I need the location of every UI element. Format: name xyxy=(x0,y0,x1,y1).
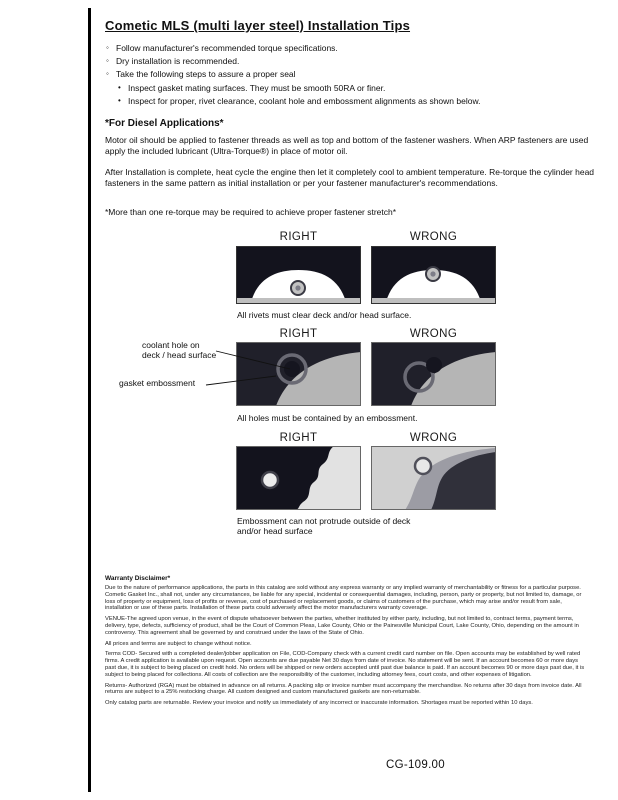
hole-wrong-diagram xyxy=(371,342,496,406)
right-label: RIGHT xyxy=(279,328,318,340)
sub-list-item-text: Inspect for proper, rivet clearance, coolant hole and embossment alignments as shown below. xyxy=(128,95,481,106)
sub-list-item-text: Inspect gasket mating surfaces. They must be smooth 50RA or finer. xyxy=(128,82,386,93)
installation-tips-list xyxy=(106,43,480,109)
right-label: RIGHT xyxy=(279,432,318,444)
row2-caption: All holes must be contained by an embossment. xyxy=(237,413,418,423)
left-margin-rule xyxy=(88,8,91,792)
page-title: Cometic MLS (multi layer steel) Installation Tips xyxy=(105,18,411,33)
row1-images xyxy=(236,246,496,304)
embossment-wrong-diagram xyxy=(371,446,496,510)
disclaimer-paragraph: Only catalog parts are returnable. Review your invoice and notify us immediately of any incorrect or inaccurate information. Shortages must be reported within 10 days. xyxy=(105,700,533,707)
disclaimer-paragraph: All prices and terms are subject to change without notice. xyxy=(105,640,252,647)
row1-headers xyxy=(236,231,496,243)
row1-caption: All rivets must clear deck and/or head surface. xyxy=(237,310,412,320)
diesel-paragraph-2: After Installation is complete, heat cycle the engine then let it completely cool to ambient temperature. Re-torque the cylinder head fasteners in the same pattern as initial installation or per your fastener manufacturer's recommendations. xyxy=(105,167,595,188)
disclaimer-paragraph: VENUE-The agreed upon venue, in the event of dispute whatsoever between the parties, whether instituted by either party, including, but not limited to, contract terms, payment terms, delivery, type, defects, sufficiency of product, shall be the Court of Common Pleas, Lake County, Ohio or the Painesville Municipal Court, Lake County, Ohio, depending on the amount in controversy. This agreement shall be governed by and construed under the laws of the State of Ohio. xyxy=(105,616,579,636)
open-bullet-icon xyxy=(106,56,116,66)
rivet-wrong-diagram xyxy=(371,246,496,304)
sub-list-item xyxy=(118,83,480,93)
row3-images xyxy=(236,446,496,510)
diesel-applications-heading: *For Diesel Applications* xyxy=(105,118,224,129)
coolant-hole-label xyxy=(142,341,216,360)
list-item xyxy=(106,43,480,53)
row3-caption xyxy=(237,516,410,536)
wrong-label: WRONG xyxy=(409,432,458,444)
disclaimer-paragraph: Due to the nature of performance applications, the parts in this catalog are sold without any express warranty or any implied warranty of merchantability or fitness for a particular purpose. Cometic Gasket Inc., shall not, under any circumstances, be liable for any special, incidental or consequential damages, including, person, party or property, but not limited to, damage, or loss of property or equipment, loss of profits or revenue, cost of purchased or replacement goods, or claims of customers of the purchase, which may arise and/or result from sale, installation or use of these parts. Installation of these parts could adversely affect the motor manufacturers warranty coverage. xyxy=(105,585,582,612)
list-item xyxy=(106,69,480,79)
diesel-paragraph-1: Motor oil should be applied to fastener threads as well as top and bottom of the fastener washers. When ARP fasteners are used apply the included lubricant (Ultra-Torque®) in place of motor oil. xyxy=(105,135,589,156)
retorque-note: *More than one re-torque may be required to achieve proper fastener stretch* xyxy=(105,207,397,217)
list-item-text: Dry installation is recommended. xyxy=(116,56,240,67)
row3-caption-line1: Embossment can not protrude outside of deck xyxy=(237,516,411,526)
right-label: RIGHT xyxy=(279,231,318,243)
list-item-text: Take the following steps to assure a proper seal xyxy=(116,69,296,80)
disclaimer-paragraph: Returns- Authorized (RGA) must be obtained in advance on all returns. A packing slip or invoice number must accompany the merchandise. No returns after 30 days from invoice date. All returns are subject to a 25% restocking charge. All custom designed and custom manufactured gaskets are non-returnable. xyxy=(105,682,582,696)
coolant-hole-label-line1: coolant hole on xyxy=(142,340,200,350)
warranty-disclaimer-heading: Warranty Disclaimer* xyxy=(105,575,171,582)
gasket-embossment-label: gasket embossment xyxy=(119,378,196,388)
rivet-right-diagram xyxy=(236,246,361,304)
filled-bullet-icon xyxy=(118,96,128,106)
open-bullet-icon xyxy=(106,43,116,53)
page-code: CG-109.00 xyxy=(386,759,445,771)
row3-caption-line2: and/or head surface xyxy=(237,526,313,536)
wrong-label: WRONG xyxy=(409,231,458,243)
filled-bullet-icon xyxy=(118,83,128,93)
sub-list-item xyxy=(118,96,480,106)
warranty-disclaimer-body xyxy=(105,585,589,711)
wrong-label: WRONG xyxy=(409,328,458,340)
row2-images xyxy=(236,342,496,406)
open-bullet-icon xyxy=(106,69,116,79)
coolant-hole-label-line2: deck / head surface xyxy=(142,349,217,360)
row3-headers xyxy=(236,432,496,444)
hole-right-diagram xyxy=(236,342,361,406)
disclaimer-paragraph: Terms COD- Secured with a completed dealer/jobber application on File, COD-Company check with a current credit card number on file. Open accounts may be established by well rated firms. A credit application is available upon request. Open accounts are due payable Net 30 days from date of invoice. No statement will be sent. If an account becomes 60 or more days past due, it is subject to being placed on credit hold. No orders will be shipped or new orders accepted until past due balance is paid. If an account becomes 90 or more days past due, it is subject to being placed for collections. All costs of collection are the responsibility of the customer, including attorney fees, court costs, and other expenses of litigation. xyxy=(105,651,585,678)
embossment-right-diagram xyxy=(236,446,361,510)
row2-headers xyxy=(236,328,496,340)
list-item-text: Follow manufacturer's recommended torque specifications. xyxy=(116,43,338,53)
list-item xyxy=(106,56,480,66)
